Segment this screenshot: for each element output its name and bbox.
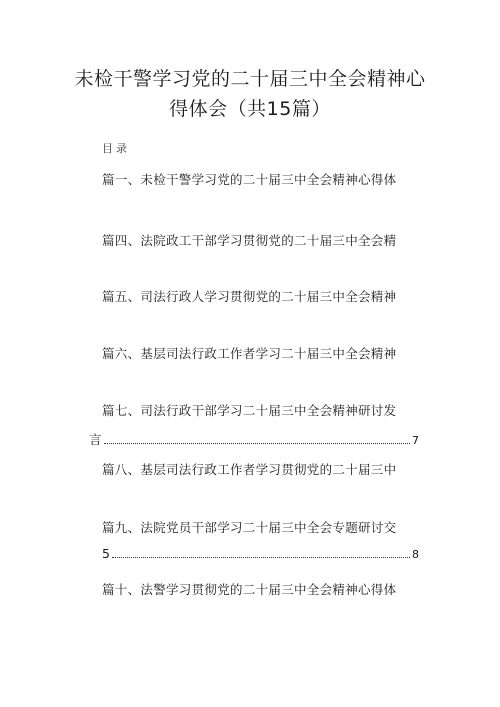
dot-leader: [104, 443, 410, 444]
toc-heading: 目录: [102, 142, 130, 155]
toc-entry-8[interactable]: 篇八、基层司法行政工作者学习贯彻党的二十届三中: [102, 462, 397, 477]
toc-entry-4[interactable]: 篇四、法院政工干部学习贯彻党的二十届三中全会精: [102, 233, 397, 248]
dot-leader: [112, 557, 410, 558]
toc-entry-10[interactable]: 篇十、法警学习贯彻党的二十届三中全会精神心得体: [102, 582, 397, 597]
toc-entry-7[interactable]: 篇七、司法行政干部学习二十届三中全会精神研讨发: [102, 403, 397, 418]
toc-entry-1[interactable]: 篇一、未检干警学习党的二十届三中全会精神心得体: [102, 172, 397, 187]
toc-entry-9-continuation[interactable]: [102, 546, 419, 561]
document-title-line-2: 得体会（共15篇）: [169, 98, 331, 120]
toc-entry-6[interactable]: 篇六、基层司法行政工作者学习二十届三中全会精神: [102, 346, 397, 361]
toc-entry-9-page-number: 8: [412, 548, 419, 561]
toc-entry-7-cont-text: 言: [89, 432, 102, 447]
toc-entry-9-cont-text: 5: [102, 546, 110, 561]
toc-entry-9[interactable]: 篇九、法院党员干部学习二十届三中全会专题研讨交: [102, 520, 397, 535]
toc-entry-5[interactable]: 篇五、司法行政人学习贯彻党的二十届三中全会精神: [102, 289, 397, 304]
document-title-line-1: 未检干警学习党的二十届三中全会精神心: [74, 68, 426, 90]
toc-entry-7-page-number: 7: [412, 434, 419, 447]
toc-entry-7-continuation[interactable]: [89, 430, 419, 448]
